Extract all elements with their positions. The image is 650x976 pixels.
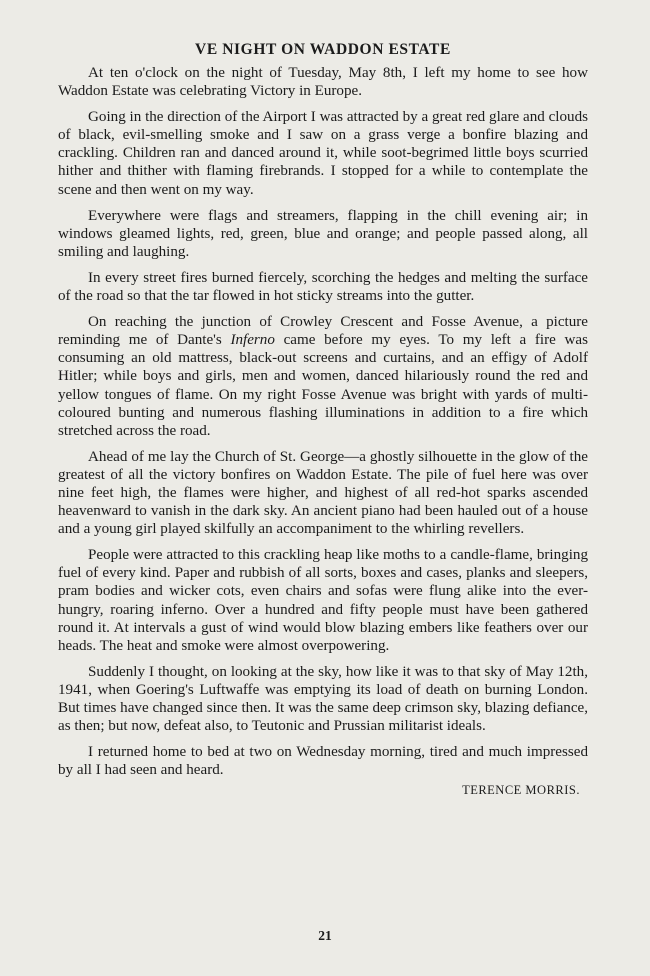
paragraph-1: At ten o'clock on the night of Tuesday, May 8th, I left my home to see how Waddon Estate was celebrating Victory in Europe. — [58, 65, 588, 100]
paragraph-5-text-before: On reaching the junction of Crowley Crescent and Fosse Avenue, a picture reminding me of Dante's — [58, 314, 588, 349]
author-signature: TERENCE MORRIS. — [462, 783, 580, 798]
page-number: 21 — [318, 928, 332, 943]
article-title: VE NIGHT ON WADDON ESTATE — [195, 41, 451, 58]
paragraph-4: In every street fires burned fiercely, scorching the hedges and melting the surface of the road so that the tar flowed in hot sticky streams into the gutter. — [58, 269, 588, 305]
paragraph-2: Going in the direction of the Airport I was attracted by a great red glare and clouds of black, evil-smelling smoke and I saw on a grass verge a bonfire blazing and crackling. Children ran and danced around it, while soot-begrimed little boys scurried hither and thither with flaming firebrands. I stopped for a while to contemplate the scene and then went on my way. — [58, 109, 588, 198]
paragraph-7: People were attracted to this crackling heap like moths to a candle-flame, bringing fuel of every kind. Paper and rubbish of all sorts, boxes and cases, planks and sleepers, pram bodies and wicker cots, even chairs and sofas were flung alike into the ever-hungry, roaring inferno. Over a hundred and fifty people must have been gathered round it. At intervals a gust of wind would blow blazing embers like feathers over our heads. The heat and smoke were almost overpowering. — [58, 547, 588, 654]
paragraph-9: I returned home to bed at two on Wednesday morning, tired and much impressed by all I had seen and heard. — [58, 744, 588, 779]
paragraph-8: Suddenly I thought, on looking at the sky, how like it was to that sky of May 12th, 1941, when Goering's Luftwaffe was emptying its load of death on burning London. But times have changed since then. It was the same deep crimson sky, blazing defiance, as then; but now, defeat also, to Teutonic and Prussian militarist ideals. — [58, 663, 588, 735]
paragraph-3: Everywhere were flags and streamers, flapping in the chill evening air; in windows gleamed lights, red, green, blue and orange; and people passed along, all smiling and laughing. — [58, 207, 588, 260]
paragraph-5 — [58, 313, 588, 440]
inferno-italic-text: Inferno — [230, 332, 275, 349]
article — [58, 40, 588, 798]
paragraph-6: Ahead of me lay the Church of St. George—a ghostly silhouette in the glow of the greatest of all the victory bonfires on Waddon Estate. The pile of fuel here was over nine feet high, the flames were higher, and highest of all red-hot sparks ascended heavenward to vanish in the dark sky. An ancient piano had been hauled out of a house and a young girl played skilfully an accompaniment to the whirling revellers. — [58, 448, 588, 538]
paragraph-5-text-after: came before my eyes. To my left a fire was consuming an old mattress, black-out screens and curtains, and an effigy of Adolf Hitler; while boys and girls, men and women, danced hilariously round the red and yellow tongues of flame. On my right Fosse Avenue was bright with yards of multi-coloured bunting and numerous flashing illuminations in addition to a fire which stretched across the road. — [58, 332, 588, 439]
